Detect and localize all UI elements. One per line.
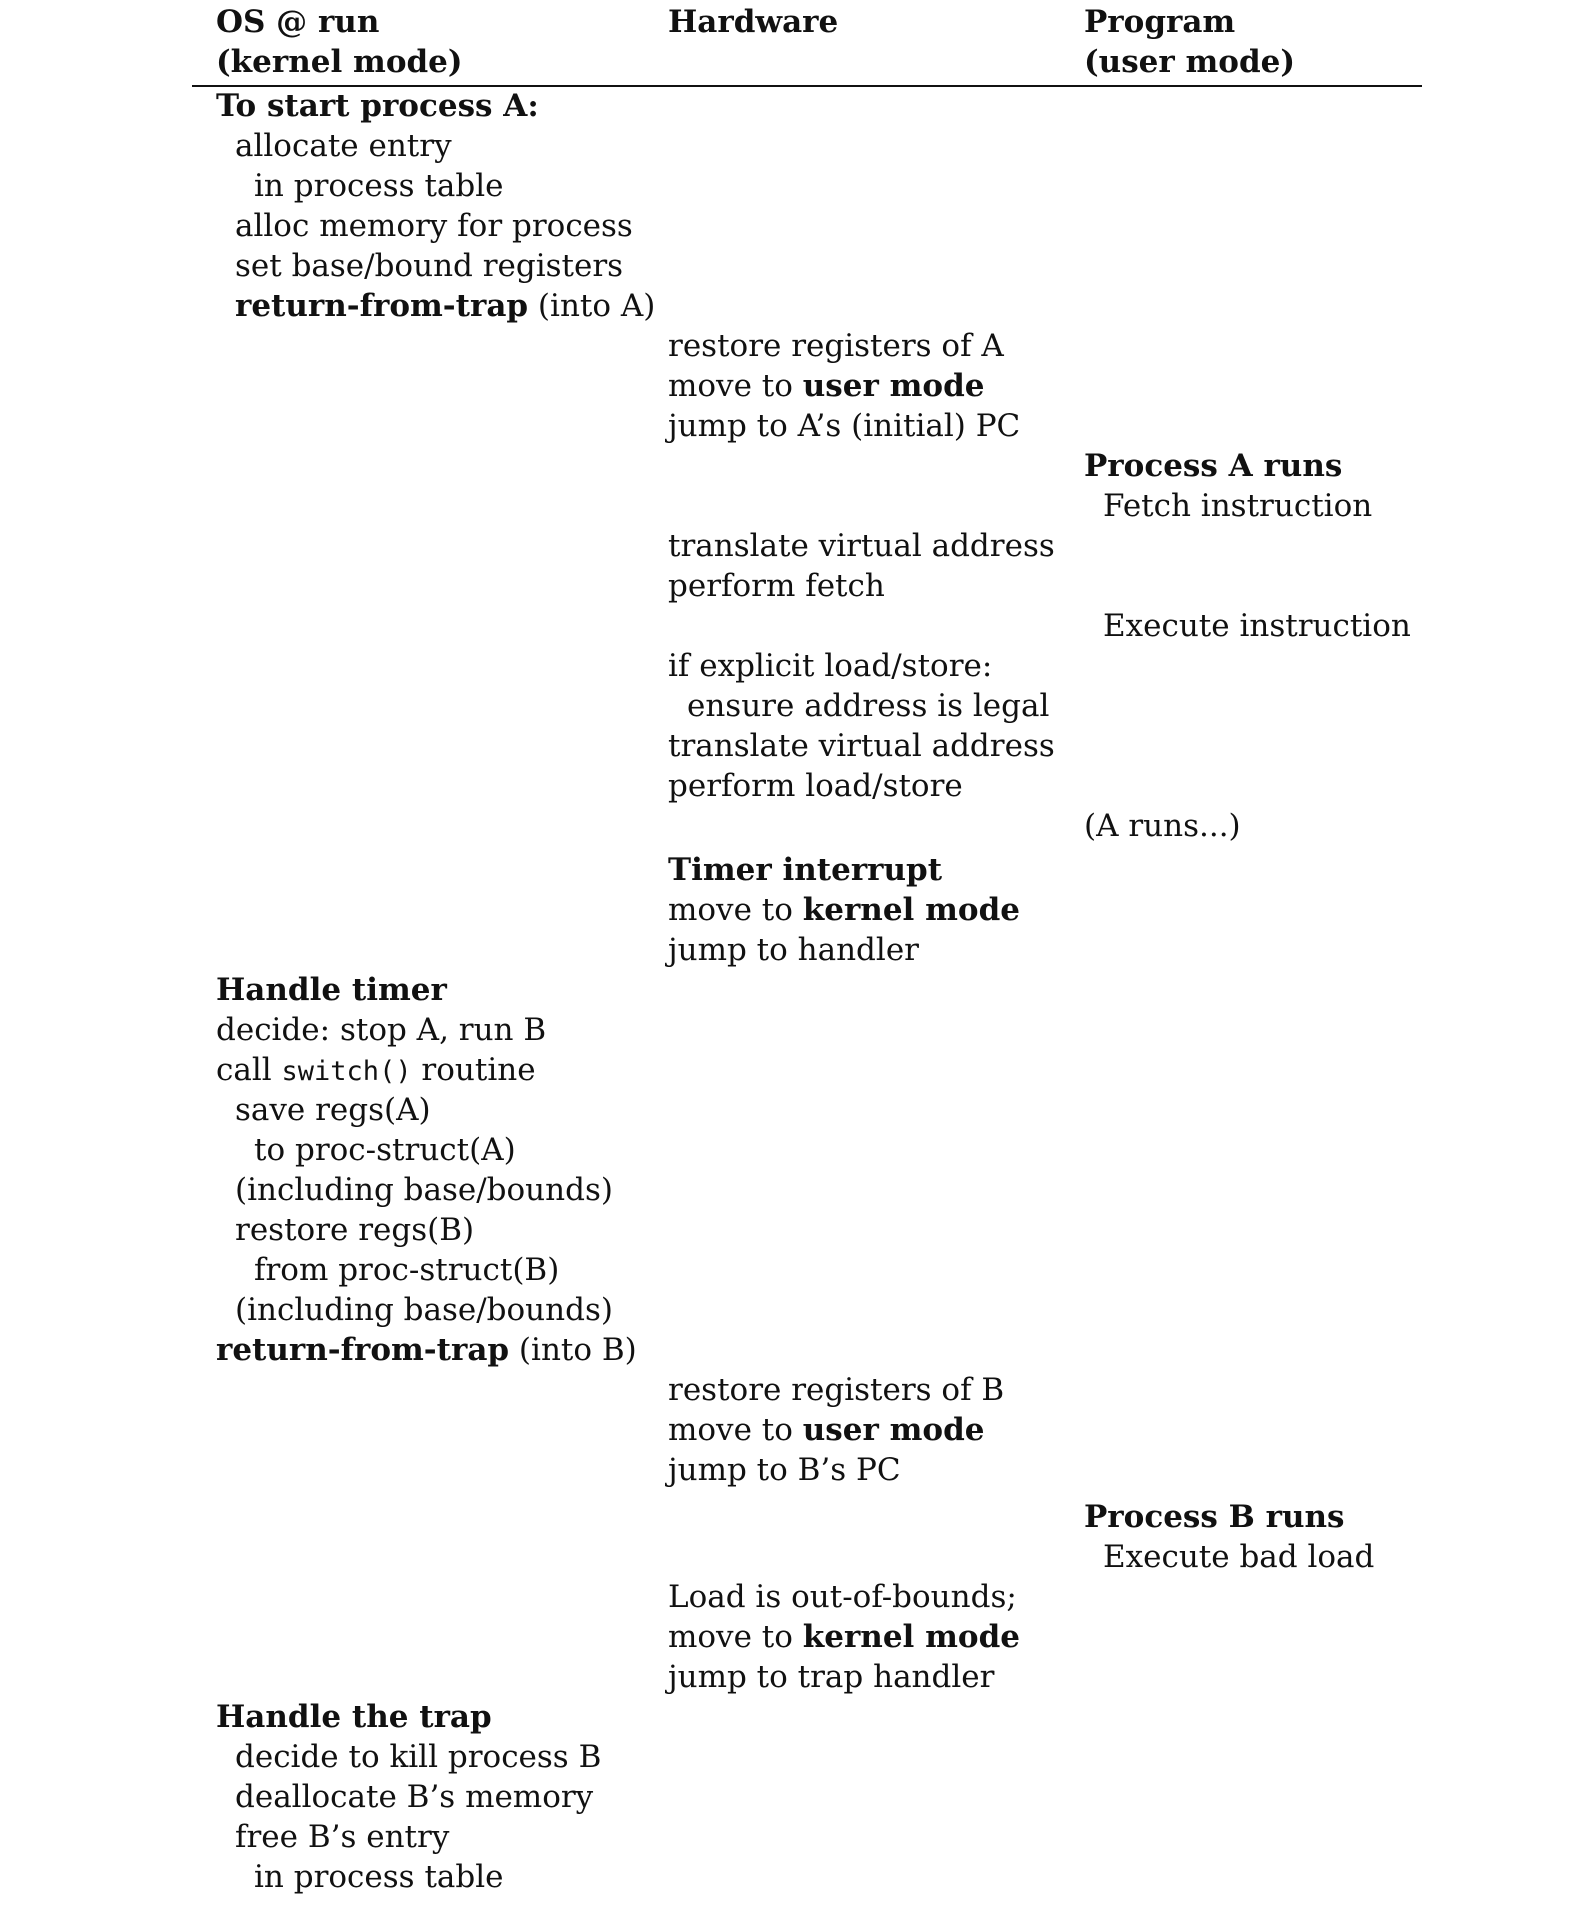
program-header-line-2: (user mode) [1084, 44, 1296, 80]
hw-user-mode-keyword: user mode [802, 1412, 985, 1448]
header-rule [192, 85, 1422, 87]
hw-move-prefix: move to [668, 1619, 803, 1655]
hw-move-prefix: move to [668, 1412, 803, 1448]
hw-jump-b-pc: jump to B’s PC [668, 1452, 901, 1488]
os-return-from-trap-a [235, 286, 655, 326]
os-restore-regs: restore regs(B) [235, 1212, 475, 1248]
pg-a-runs: (A runs...) [1084, 808, 1241, 844]
os-switch-code: switch() [281, 1056, 412, 1087]
hw-timer-interrupt: Timer interrupt [668, 852, 943, 888]
os-set-base-bound: set base/bound registers [235, 248, 624, 284]
pg-fetch-instruction: Fetch instruction [1103, 488, 1373, 524]
os-rft-a-target: (into A) [528, 288, 656, 324]
program-header-line-1: Program [1084, 4, 1236, 40]
os-rft-b-target: (into B) [509, 1332, 637, 1368]
os-free-entry: free B’s entry [235, 1819, 450, 1855]
os-return-from-trap-b [216, 1330, 637, 1370]
os-rft-a-keyword: return-from-trap [235, 288, 529, 324]
os-decide-kill: decide to kill process B [235, 1739, 602, 1775]
os-alloc-memory: alloc memory for process [235, 208, 633, 244]
hw-translate-address-2: translate virtual address [668, 728, 1055, 764]
os-save-regs: save regs(A) [235, 1092, 431, 1128]
hw-restore-registers-b: restore registers of B [668, 1372, 1005, 1408]
os-call-switch [216, 1050, 536, 1090]
hw-move-user-mode-b [668, 1410, 984, 1450]
hw-if-explicit: if explicit load/store: [668, 648, 993, 684]
pg-process-a-runs: Process A runs [1084, 448, 1343, 484]
hw-kernel-mode-keyword: kernel mode [802, 1619, 1020, 1655]
os-in-process-table-2: in process table [254, 1859, 504, 1895]
os-handle-trap: Handle the trap [216, 1699, 492, 1735]
hw-move-user-mode-a [668, 366, 984, 406]
os-to-proc-struct: to proc-struct(A) [254, 1132, 516, 1168]
hw-perform-fetch: perform fetch [668, 568, 885, 604]
hw-translate-address-1: translate virtual address [668, 528, 1055, 564]
pg-process-b-runs: Process B runs [1084, 1499, 1345, 1535]
os-call-suffix: routine [411, 1052, 536, 1088]
hw-move-kernel-mode-2 [668, 1617, 1020, 1657]
os-from-proc-struct: from proc-struct(B) [254, 1252, 560, 1288]
hw-jump-a-pc: jump to A’s (initial) PC [668, 408, 1021, 444]
os-header-line-1: OS @ run [216, 4, 380, 40]
hw-jump-trap-handler: jump to trap handler [668, 1659, 995, 1695]
pg-execute-instruction: Execute instruction [1103, 608, 1411, 644]
hw-move-prefix: move to [668, 368, 803, 404]
pg-execute-bad-load: Execute bad load [1103, 1539, 1375, 1575]
hw-kernel-mode-keyword: kernel mode [802, 892, 1020, 928]
hw-restore-registers-a: restore registers of A [668, 328, 1004, 364]
hardware-header: Hardware [668, 4, 839, 40]
os-header-line-2: (kernel mode) [216, 44, 463, 80]
os-allocate-entry: allocate entry [235, 128, 452, 164]
hw-ensure-legal: ensure address is legal [687, 688, 1050, 724]
os-decide-stop: decide: stop A, run B [216, 1012, 547, 1048]
os-in-process-table: in process table [254, 168, 504, 204]
os-deallocate-memory: deallocate B’s memory [235, 1779, 594, 1815]
hw-move-prefix: move to [668, 892, 803, 928]
hw-perform-load-store: perform load/store [668, 768, 963, 804]
hw-jump-handler: jump to handler [668, 932, 919, 968]
os-handle-timer: Handle timer [216, 972, 447, 1008]
hw-user-mode-keyword: user mode [802, 368, 985, 404]
hw-load-out-of-bounds: Load is out-of-bounds; [668, 1579, 1017, 1615]
os-including-base-bounds-1: (including base/bounds) [235, 1172, 613, 1208]
os-including-base-bounds-2: (including base/bounds) [235, 1292, 613, 1328]
os-call-prefix: call [216, 1052, 282, 1088]
os-start-title: To start process A: [216, 88, 539, 124]
os-rft-b-keyword: return-from-trap [216, 1332, 510, 1368]
hw-move-kernel-mode-1 [668, 890, 1020, 930]
